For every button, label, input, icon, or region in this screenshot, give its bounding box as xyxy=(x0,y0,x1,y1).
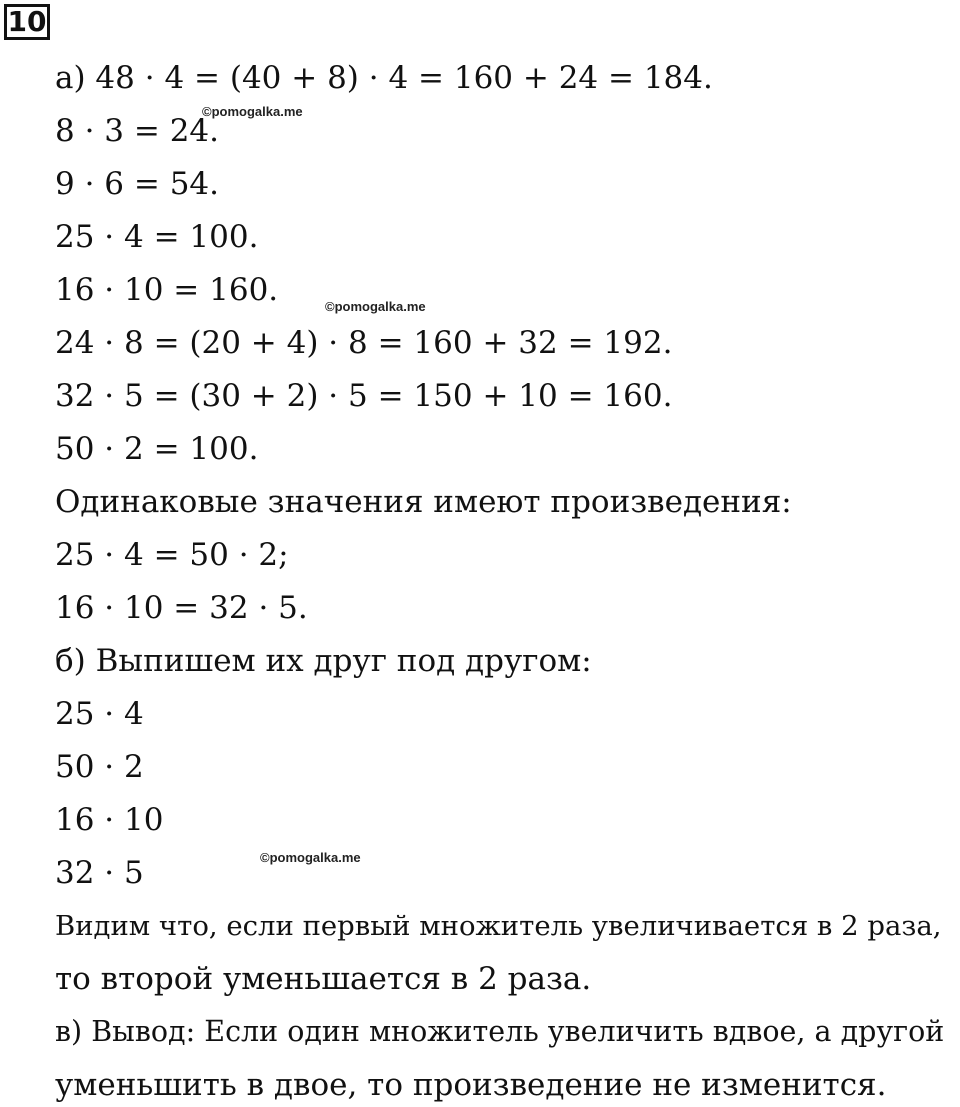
task-number-badge: 10 xyxy=(4,4,50,40)
solution-line-observation: Видим что, если первый множитель увеличивается в 2 раза, xyxy=(55,910,942,942)
solution-line-eq2: 16 · 10 = 32 · 5. xyxy=(55,590,308,626)
solution-line-25x4: 25 · 4 = 100. xyxy=(55,219,259,255)
solution-line-24x8: 24 · 8 = (20 + 4) · 8 = 160 + 32 = 192. xyxy=(55,325,673,361)
list-item: 50 · 2 xyxy=(55,749,144,785)
solution-line-9x6: 9 · 6 = 54. xyxy=(55,166,219,202)
solution-line-conclusion-cont: уменьшить в двое, то произведение не изменится. xyxy=(55,1067,887,1103)
solution-line-a: а) 48 · 4 = (40 + 8) · 4 = 160 + 24 = 184. xyxy=(55,60,713,96)
solution-line-16x10: 16 · 10 = 160. xyxy=(55,272,279,308)
solution-line-observation-cont: то второй уменьшается в 2 раза. xyxy=(55,961,592,997)
solution-line-conclusion: в) Вывод: Если один множитель увеличить вдвое, а другой xyxy=(55,1015,945,1048)
watermark: ©pomogalka.me xyxy=(325,299,426,314)
solution-line-32x5: 32 · 5 = (30 + 2) · 5 = 150 + 10 = 160. xyxy=(55,378,673,414)
watermark: ©pomogalka.me xyxy=(202,104,303,119)
list-item: 16 · 10 xyxy=(55,802,164,838)
solution-line-8x3: 8 · 3 = 24. xyxy=(55,113,219,149)
solution-line-eq1: 25 · 4 = 50 · 2; xyxy=(55,537,289,573)
solution-line-b: б) Выпишем их друг под другом: xyxy=(55,643,592,679)
solution-line-equal-products: Одинаковые значения имеют произведения: xyxy=(55,484,792,520)
solution-line-50x2: 50 · 2 = 100. xyxy=(55,431,259,467)
list-item: 32 · 5 xyxy=(55,855,144,891)
watermark: ©pomogalka.me xyxy=(260,850,361,865)
list-item: 25 · 4 xyxy=(55,696,144,732)
